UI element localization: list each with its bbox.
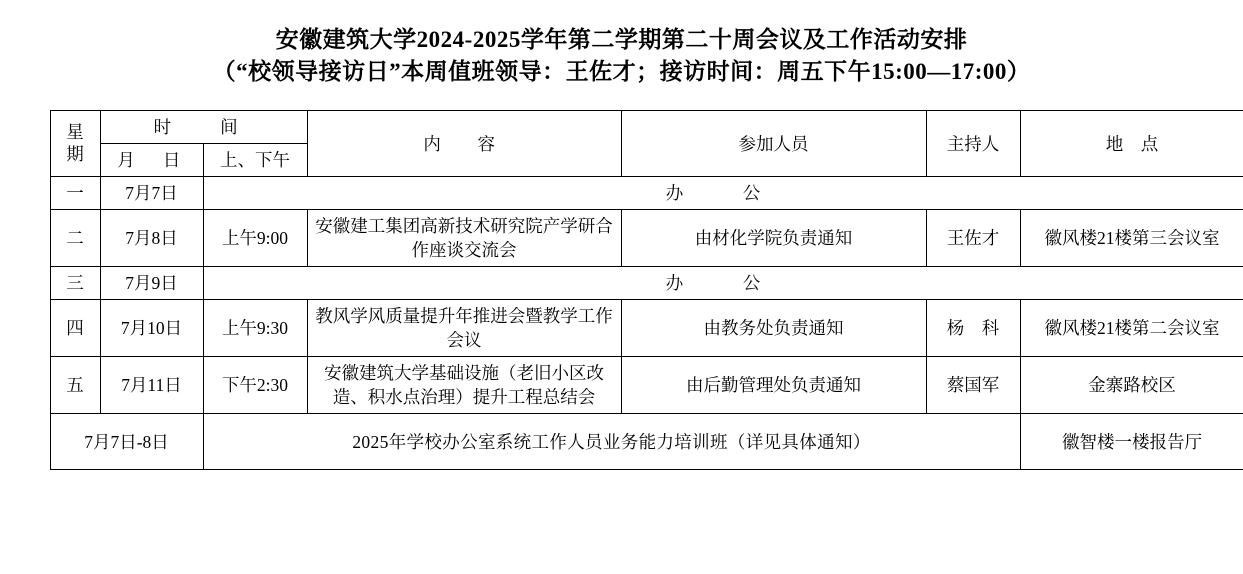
schedule-table-wrapper (50, 110, 1220, 470)
table-row (50, 267, 1243, 300)
row-place: 金寨路校区 (1020, 357, 1243, 414)
table-header-row-1 (50, 111, 1243, 144)
row-host: 杨 科 (926, 300, 1020, 357)
row-participants: 由后勤管理处负责通知 (621, 357, 926, 414)
row-ampm: 上午9:30 (203, 300, 307, 357)
header-week (50, 111, 100, 177)
row-participants: 由材化学院负责通知 (621, 210, 926, 267)
row-content: 教风学风质量提升年推进会暨教学工作会议 (307, 300, 621, 357)
row-week: 五 (50, 357, 100, 414)
row-span-text: 办 公 (203, 177, 1243, 210)
row-host: 王佐才 (926, 210, 1020, 267)
header-week-label: 星期 (66, 122, 84, 164)
header-host: 主持人 (926, 111, 1020, 177)
row-host: 蔡国军 (926, 357, 1020, 414)
table-row (50, 357, 1243, 414)
row-participants: 由教务处负责通知 (621, 300, 926, 357)
header-time-group: 时 间 (100, 111, 307, 144)
row-ampm: 上午9:00 (203, 210, 307, 267)
header-place: 地 点 (1020, 111, 1243, 177)
row-date: 7月7日 (100, 177, 203, 210)
title-line-2: （“校领导接访日”本周值班领导：王佐才；接访时间：周五下午15:00—17:00） (212, 59, 1031, 84)
row-ampm: 下午2:30 (203, 357, 307, 414)
row-week: 二 (50, 210, 100, 267)
table-row (50, 210, 1243, 267)
header-date: 月 日 (100, 144, 203, 177)
row-date: 7月10日 (100, 300, 203, 357)
row-date: 7月8日 (100, 210, 203, 267)
title-line-1: 安徽建筑大学2024-2025学年第二学期第二十周会议及工作活动安排 (275, 27, 968, 52)
row-span-text: 办 公 (203, 267, 1243, 300)
row-date: 7月9日 (100, 267, 203, 300)
table-row (50, 414, 1243, 470)
row-date-range: 7月7日-8日 (50, 414, 203, 470)
row-week: 一 (50, 177, 100, 210)
row-training: 2025年学校办公室系统工作人员业务能力培训班（详见具体通知） (203, 414, 1020, 470)
row-date: 7月11日 (100, 357, 203, 414)
header-ampm: 上、下午 (203, 144, 307, 177)
table-row (50, 177, 1243, 210)
row-place: 徽风楼21楼第三会议室 (1020, 210, 1243, 267)
schedule-table (50, 110, 1243, 470)
header-participants: 参加人员 (621, 111, 926, 177)
row-content: 安徽建筑大学基础设施（老旧小区改造、积水点治理）提升工程总结会 (307, 357, 621, 414)
document-title (0, 0, 1243, 88)
row-place: 徽风楼21楼第二会议室 (1020, 300, 1243, 357)
row-week: 三 (50, 267, 100, 300)
header-content: 内 容 (307, 111, 621, 177)
row-week: 四 (50, 300, 100, 357)
row-place: 徽智楼一楼报告厅 (1020, 414, 1243, 470)
table-row (50, 300, 1243, 357)
row-content: 安徽建工集团高新技术研究院产学研合作座谈交流会 (307, 210, 621, 267)
